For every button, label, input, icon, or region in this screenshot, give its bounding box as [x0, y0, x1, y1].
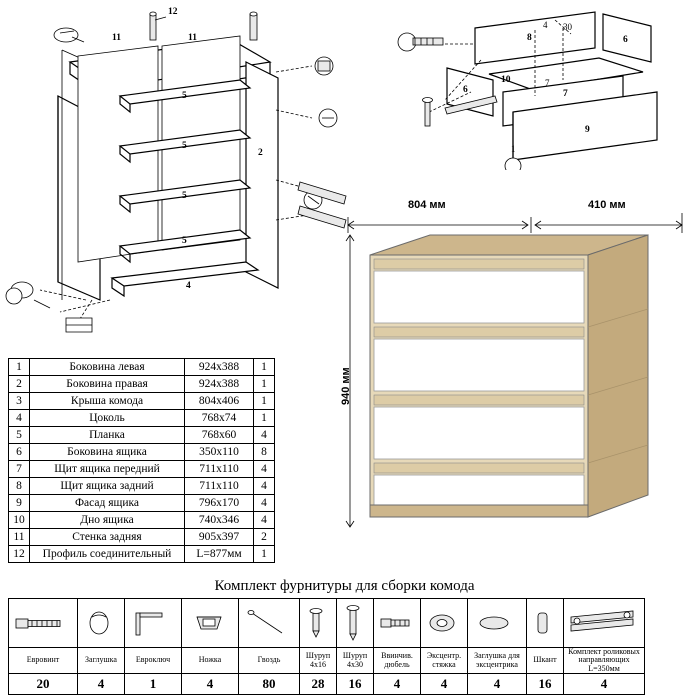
part-quantity: 1	[254, 393, 275, 410]
table-row	[9, 512, 275, 529]
hardware-icons-row	[9, 599, 645, 648]
part-index: 2	[9, 376, 30, 393]
table-row	[9, 410, 275, 427]
part-name: Фасад ящика	[30, 495, 185, 512]
table-row	[9, 359, 275, 376]
part-name: Стенка задняя	[30, 529, 185, 546]
table-row	[9, 546, 275, 563]
part-quantity: 4	[254, 512, 275, 529]
part-index: 6	[9, 444, 30, 461]
part-dimensions: 768x74	[185, 410, 254, 427]
part-dimensions: 924x388	[185, 376, 254, 393]
part-index: 5	[9, 427, 30, 444]
exploded-drawer-diagram	[385, 0, 689, 170]
hardware-label-10: Шкант	[527, 648, 564, 674]
svg-text:1: 1	[511, 144, 516, 154]
part-dimensions: 711x110	[185, 461, 254, 478]
part-index: 8	[9, 478, 30, 495]
part-name: Профиль соединительный	[30, 546, 185, 563]
width-dimension-arrow	[330, 213, 685, 233]
hardware-qty-3: 4	[182, 674, 239, 695]
hardware-table	[8, 598, 645, 695]
table-row	[9, 444, 275, 461]
hardware-qty-10: 16	[527, 674, 564, 695]
hardware-qty-0: 20	[9, 674, 78, 695]
hardware-qty-9: 4	[468, 674, 527, 695]
hardware-section-title: Комплект фурнитуры для сборки комода	[214, 578, 475, 594]
svg-text:9: 9	[585, 125, 590, 135]
part-index: 10	[9, 512, 30, 529]
part-quantity: 4	[254, 495, 275, 512]
part-name: Крыша комода	[30, 393, 185, 410]
hardware-label-4: Гвоздь	[239, 648, 300, 674]
hardware-label-1: Заглушка	[78, 648, 125, 674]
table-row	[9, 461, 275, 478]
part-dimensions: 350x110	[185, 444, 254, 461]
part-name: Боковина ящика	[30, 444, 185, 461]
part-name: Дно ящика	[30, 512, 185, 529]
part-dimensions: 711x110	[185, 478, 254, 495]
slide-rail-icon	[564, 599, 645, 648]
svg-text:8: 8	[527, 33, 532, 43]
table-row	[9, 495, 275, 512]
part-dimensions: 796x170	[185, 495, 254, 512]
svg-text:10: 10	[501, 75, 511, 85]
part-quantity: 1	[254, 546, 275, 563]
hardware-qty-8: 4	[421, 674, 468, 695]
part-name: Боковина левая	[30, 359, 185, 376]
hardware-label-8: Эксцентр. стяжка	[421, 648, 468, 674]
hardware-label-9: Заглушка для эксцентрика	[468, 648, 527, 674]
chest-of-drawers	[360, 231, 660, 531]
part-quantity: 1	[254, 376, 275, 393]
hardware-label-6: Шуруп 4x30	[337, 648, 374, 674]
svg-text:4: 4	[543, 20, 548, 30]
depth-label: 410 мм	[588, 199, 626, 211]
svg-text:5: 5	[182, 191, 187, 201]
cam-cap-icon	[468, 599, 527, 648]
part-quantity: 1	[254, 410, 275, 427]
svg-text:12: 12	[168, 7, 178, 17]
part-dimensions: L=877мм	[185, 546, 254, 563]
hardware-qty-1: 4	[78, 674, 125, 695]
svg-text:11: 11	[112, 33, 121, 43]
hardware-label-3: Ножка	[182, 648, 239, 674]
table-row	[9, 427, 275, 444]
svg-text:4: 4	[186, 281, 191, 291]
hardware-qty-4: 80	[239, 674, 300, 695]
part-index: 11	[9, 529, 30, 546]
svg-text:5: 5	[182, 91, 187, 101]
hardware-label-7: Ввинчив. дюбель	[374, 648, 421, 674]
hardware-qty-7: 4	[374, 674, 421, 695]
part-name: Цоколь	[30, 410, 185, 427]
hardware-label-11: Комплект роликовых направляющих L=350мм	[564, 648, 645, 674]
exploded-cabinet-diagram	[0, 0, 350, 350]
hardware-label-2: Еврoключ	[125, 648, 182, 674]
dowel-pin-icon	[527, 599, 564, 648]
part-quantity: 4	[254, 478, 275, 495]
svg-text:6: 6	[623, 35, 628, 45]
hardware-label-5: Шуруп 4x16	[300, 648, 337, 674]
part-name: Щит ящика задний	[30, 478, 185, 495]
part-dimensions: 740x346	[185, 512, 254, 529]
euro-key-icon	[125, 599, 182, 648]
part-name: Щит ящика передний	[30, 461, 185, 478]
part-quantity: 4	[254, 427, 275, 444]
svg-text:30: 30	[563, 22, 572, 32]
euro-screw-icon	[9, 599, 78, 648]
svg-text:5: 5	[182, 236, 187, 246]
part-quantity: 2	[254, 529, 275, 546]
table-row	[9, 393, 275, 410]
svg-text:11: 11	[188, 33, 197, 43]
parts-table	[8, 358, 275, 563]
part-dimensions: 905x397	[185, 529, 254, 546]
svg-text:7: 7	[545, 78, 550, 88]
part-index: 7	[9, 461, 30, 478]
cap-icon	[78, 599, 125, 648]
part-index: 4	[9, 410, 30, 427]
hardware-names-row	[9, 648, 645, 674]
nail-icon	[239, 599, 300, 648]
svg-text:5: 5	[182, 141, 187, 151]
hardware-qty-11: 4	[564, 674, 645, 695]
svg-text:7: 7	[563, 89, 568, 99]
hardware-qty-5: 28	[300, 674, 337, 695]
height-label: 940 мм	[340, 367, 352, 405]
svg-text:2: 2	[258, 148, 263, 158]
width-label: 804 мм	[408, 199, 446, 211]
part-name: Боковина правая	[30, 376, 185, 393]
hardware-qty-row	[9, 674, 645, 695]
screw-4x30-icon	[337, 599, 374, 648]
svg-text:6: 6	[463, 85, 468, 95]
hardware-label-0: Еврoвинт	[9, 648, 78, 674]
table-row	[9, 478, 275, 495]
part-name: Планка	[30, 427, 185, 444]
part-index: 3	[9, 393, 30, 410]
cam-lock-icon	[421, 599, 468, 648]
part-dimensions: 768x60	[185, 427, 254, 444]
part-index: 12	[9, 546, 30, 563]
part-index: 9	[9, 495, 30, 512]
dresser-illustration	[330, 195, 685, 555]
part-quantity: 1	[254, 359, 275, 376]
hardware-qty-6: 16	[337, 674, 374, 695]
part-quantity: 8	[254, 444, 275, 461]
screw-4x16-icon	[300, 599, 337, 648]
table-row	[9, 376, 275, 393]
foot-icon	[182, 599, 239, 648]
part-index: 1	[9, 359, 30, 376]
part-dimensions: 924x388	[185, 359, 254, 376]
part-quantity: 4	[254, 461, 275, 478]
dowel-icon	[374, 599, 421, 648]
hardware-qty-2: 1	[125, 674, 182, 695]
part-dimensions: 804x406	[185, 393, 254, 410]
table-row	[9, 529, 275, 546]
